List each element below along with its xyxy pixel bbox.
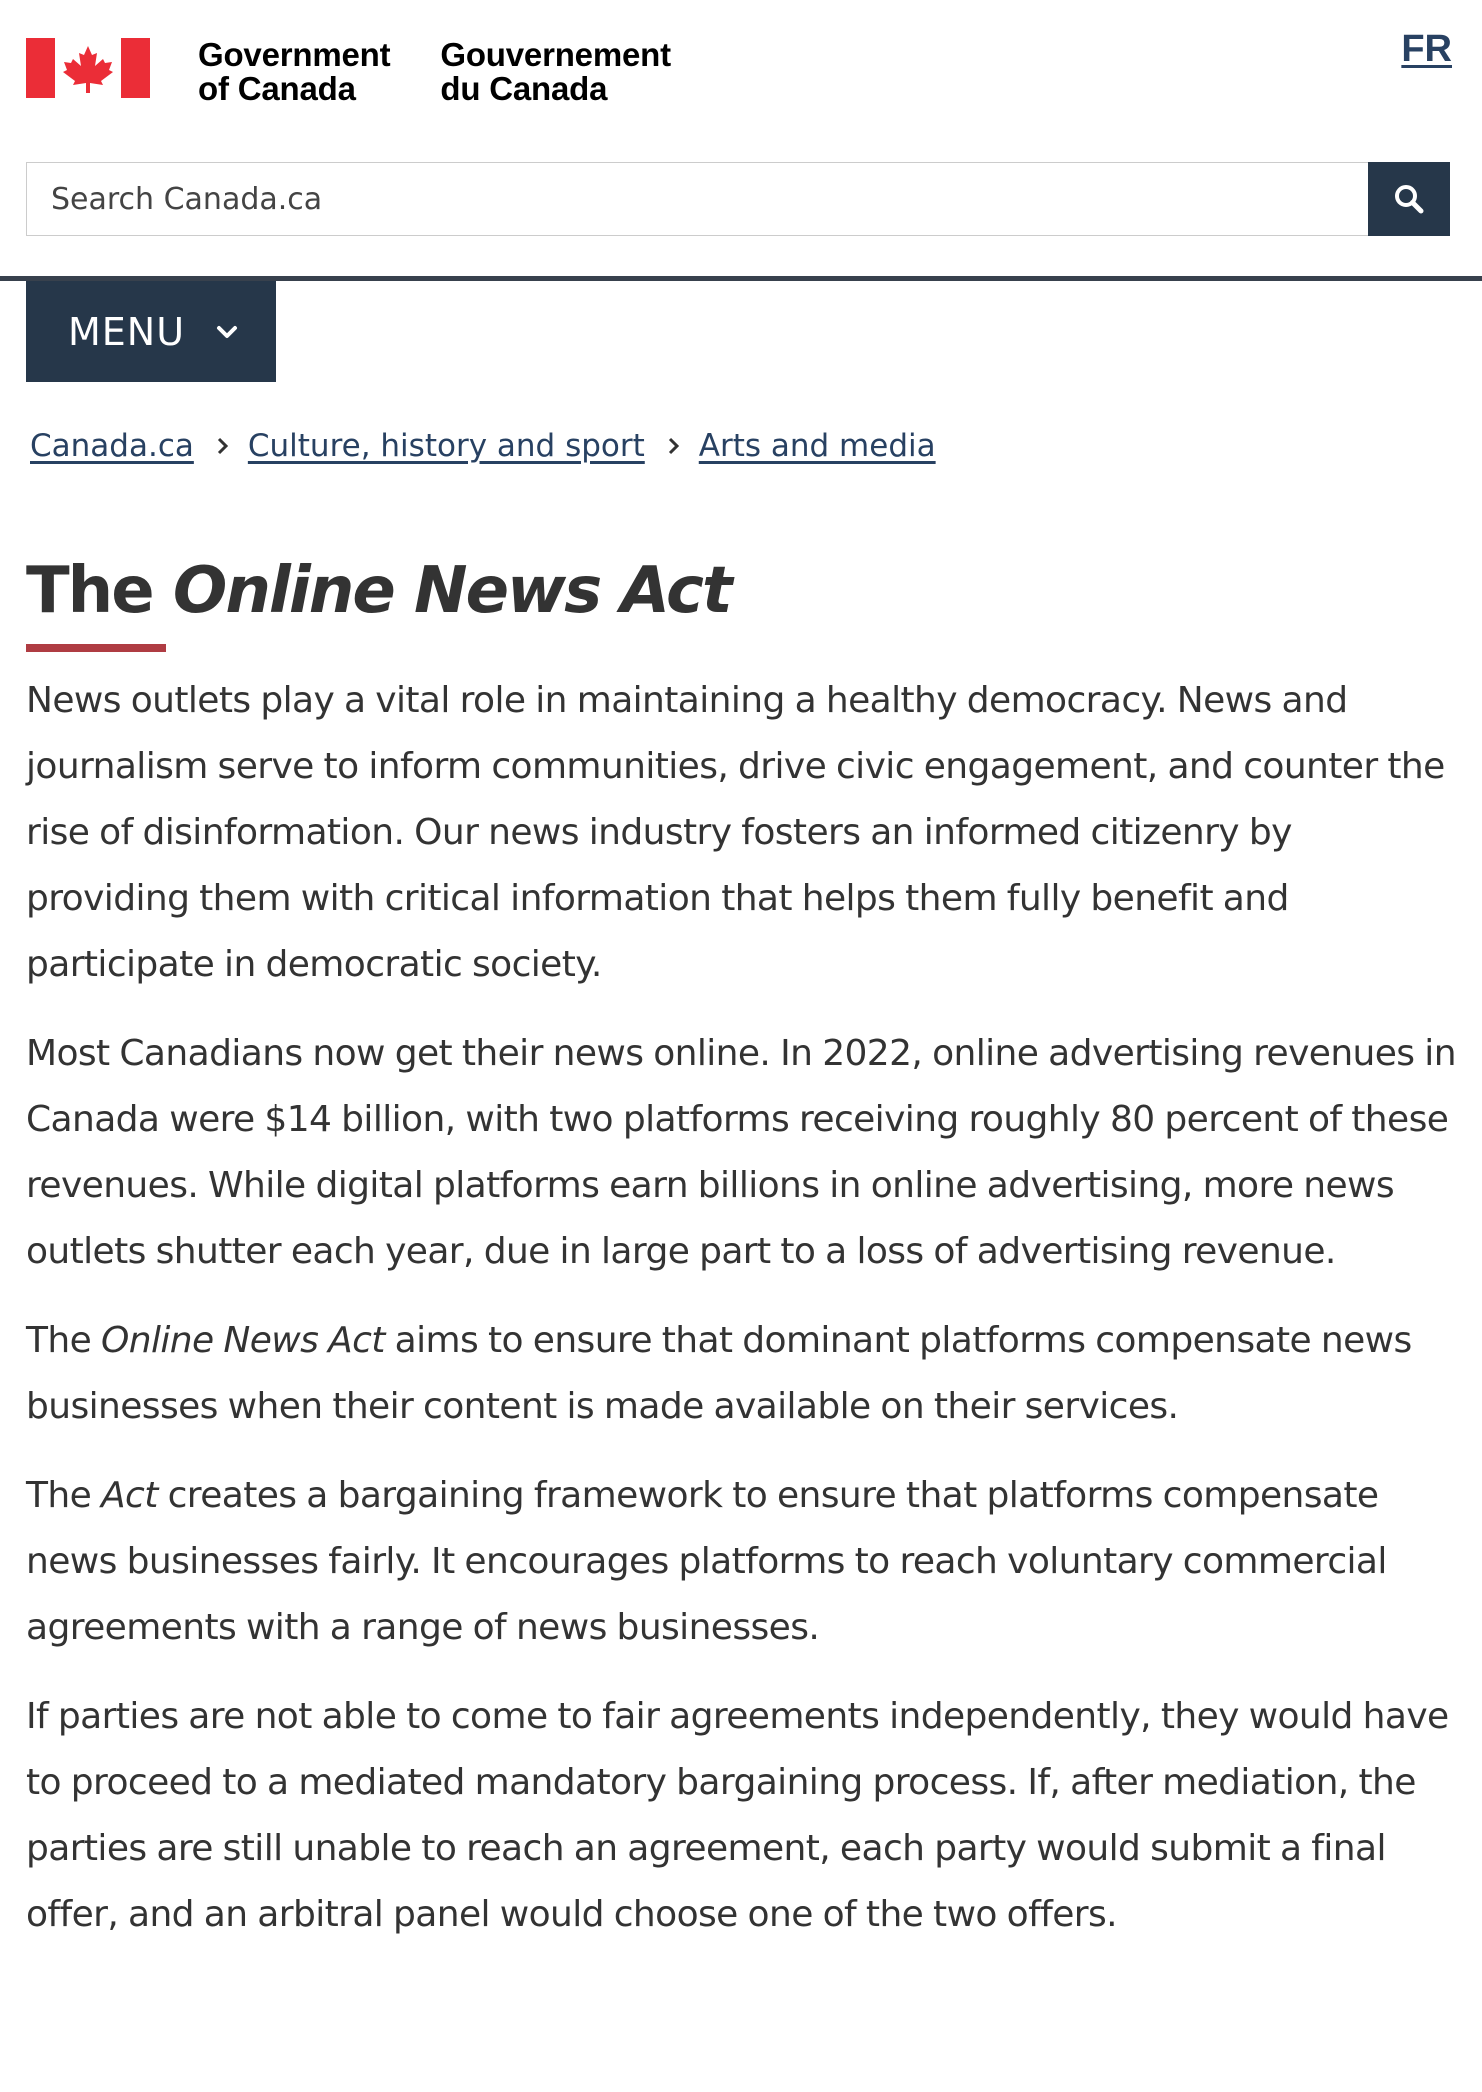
search-form (26, 162, 1450, 236)
page-title (26, 546, 731, 636)
breadcrumb-item-canada-ca[interactable]: Canada.ca (30, 428, 194, 464)
paragraph-1: News outlets play a vital role in maintaining a healthy democracy. News and journalism serve to inform communities, drive civic engagement, and counter the rise of disinformation. Our news industry fosters an informed citizenry by providing them with critical information that helps them fully benefit and participate in democratic society. (26, 680, 1445, 985)
search-input[interactable] (26, 162, 1368, 236)
signature-fr-line2: du Canada (440, 70, 608, 107)
search-icon (1393, 183, 1425, 215)
paragraph-4-rest: creates a bargaining framework to ensure that platforms compensate news businesses fairly. It encourages platforms to reach voluntary commercial agreements with a range of news businesses. (26, 1475, 1387, 1648)
search-button[interactable] (1368, 162, 1450, 236)
breadcrumb-item-arts-media[interactable]: Arts and media (698, 428, 936, 464)
menu-label: MENU (68, 309, 186, 354)
page-title-prefix: The (26, 554, 173, 628)
title-underline (26, 644, 166, 652)
paragraph-3-start: The (26, 1320, 101, 1361)
paragraph-4-act: Act (101, 1475, 158, 1516)
signature-english (198, 38, 390, 106)
menu-button[interactable] (26, 281, 276, 382)
header-top (0, 0, 1482, 150)
paragraph-3-act-title: Online News Act (101, 1320, 385, 1361)
article-body (26, 668, 1458, 1971)
paragraph-2: Most Canadians now get their news online. In 2022, online advertising revenues in Canada were $14 billion, with two platforms receiving roughly 80 percent of these revenues. While digital platforms earn billions in online advertising, more news outlets shutter each year, due in large part to a loss of advertising revenue. (26, 1033, 1456, 1272)
signature-en-line1: Government (198, 36, 391, 73)
signature-en-line2: of Canada (198, 70, 356, 107)
language-toggle-link[interactable]: FR (1401, 28, 1452, 70)
signature-fr-line1: Gouvernement (440, 36, 671, 73)
chevron-right-icon (667, 436, 681, 456)
paragraph-3 (26, 1308, 1458, 1440)
page-title-emphasis: Online News Act (172, 554, 731, 628)
breadcrumb (30, 428, 936, 464)
paragraph-4-start: The (26, 1475, 101, 1516)
chevron-down-icon (215, 320, 239, 344)
paragraph-5: If parties are not able to come to fair agreements independently, they would have to proceed to a mediated mandatory bargaining process. If, after mediation, the parties are still unable to reach an agreement, each party would submit a final offer, and an arbitral panel would choose one of the two offers. (26, 1696, 1449, 1935)
paragraph-4 (26, 1463, 1458, 1661)
signature-french (440, 38, 671, 106)
paragraph-3-rest: aims to ensure that dominant platforms compensate news businesses when their content is made available on their services. (26, 1320, 1412, 1427)
breadcrumb-item-culture-history-sport[interactable]: Culture, history and sport (247, 428, 645, 464)
government-of-canada-signature[interactable] (26, 38, 671, 106)
site-header (0, 0, 1482, 464)
chevron-right-icon (216, 436, 230, 456)
canada-flag-icon (26, 38, 150, 98)
